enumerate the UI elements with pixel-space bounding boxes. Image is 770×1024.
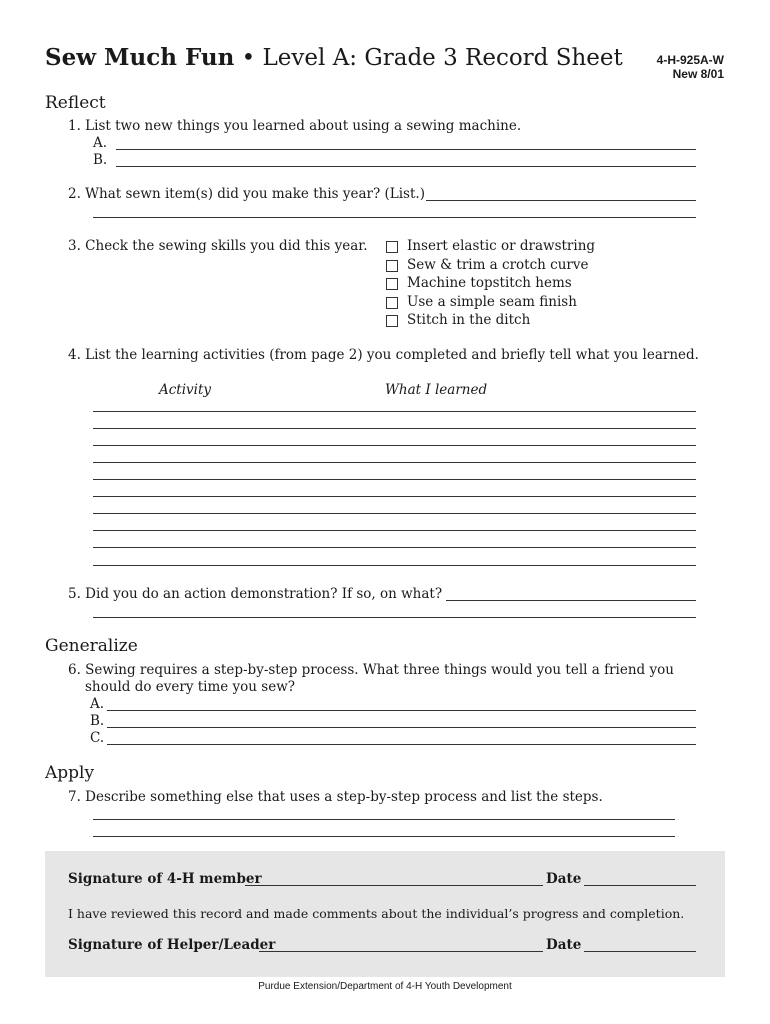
question-6-line-1: 6. Sewing requires a step-by-step process. What three things would you tell a friend you xyxy=(68,662,674,678)
leader-date-line[interactable] xyxy=(584,951,696,952)
skill-label-1: Insert elastic or drawstring xyxy=(407,238,596,254)
q4-answer-line[interactable] xyxy=(93,547,696,548)
q4-answer-line[interactable] xyxy=(93,479,696,480)
form-code: 4-H-925A-W xyxy=(656,53,724,67)
q6-label-b: B. xyxy=(90,713,105,729)
form-code-block xyxy=(657,53,724,81)
column-what-learned: What I learned xyxy=(385,382,488,398)
q2-answer-line-1[interactable] xyxy=(426,200,696,201)
section-reflect: Reflect xyxy=(45,93,106,113)
question-5: 5. Did you do an action demonstration? If so, on what? xyxy=(68,586,443,602)
q4-answer-line[interactable] xyxy=(93,565,696,566)
q6-answer-a-line[interactable] xyxy=(107,710,696,711)
q4-answer-line[interactable] xyxy=(93,496,696,497)
skill-label-5: Stitch in the ditch xyxy=(407,312,531,328)
form-date: New 8/01 xyxy=(672,67,724,81)
q1-answer-b-line[interactable] xyxy=(116,166,696,167)
question-3: 3. Check the sewing skills you did this year. xyxy=(68,238,368,254)
skill-checkbox-3[interactable] xyxy=(386,278,398,290)
member-signature-line[interactable] xyxy=(245,885,543,886)
section-generalize: Generalize xyxy=(45,636,138,656)
skill-checkbox-5[interactable] xyxy=(386,315,398,327)
title-rest: • Level A: Grade 3 Record Sheet xyxy=(234,45,623,71)
skill-label-2: Sew & trim a crotch curve xyxy=(407,257,589,273)
q1-label-a: A. xyxy=(93,135,108,151)
q5-answer-line-2[interactable] xyxy=(93,617,696,618)
q7-answer-line-2[interactable] xyxy=(93,836,675,837)
question-4: 4. List the learning activities (from page 2) you completed and briefly tell what you learned. xyxy=(68,347,699,363)
skill-label-4: Use a simple seam finish xyxy=(407,294,577,310)
q6-label-a: A. xyxy=(90,696,105,712)
question-2: 2. What sewn item(s) did you make this year? (List.) xyxy=(68,186,425,202)
q6-label-c: C. xyxy=(90,730,105,746)
section-apply: Apply xyxy=(45,763,95,783)
q7-answer-line-1[interactable] xyxy=(93,819,675,820)
title-bold: Sew Much Fun xyxy=(45,44,235,71)
q2-answer-line-2[interactable] xyxy=(93,217,696,218)
member-date-line[interactable] xyxy=(584,885,696,886)
q6-answer-c-line[interactable] xyxy=(107,744,696,745)
q4-answer-line[interactable] xyxy=(93,513,696,514)
skill-checkbox-4[interactable] xyxy=(386,297,398,309)
skill-label-3: Machine topstitch hems xyxy=(407,275,572,291)
q1-answer-a-line[interactable] xyxy=(116,149,696,150)
q6-answer-b-line[interactable] xyxy=(107,727,696,728)
skill-checkbox-2[interactable] xyxy=(386,260,398,272)
member-signature-label: Signature of 4-H member xyxy=(68,871,262,887)
q4-answer-line[interactable] xyxy=(93,411,696,412)
leader-signature-line[interactable] xyxy=(259,951,543,952)
page-title xyxy=(45,44,623,71)
q4-answer-line[interactable] xyxy=(93,428,696,429)
q1-label-b: B. xyxy=(93,152,108,168)
skill-checkbox-1[interactable] xyxy=(386,241,398,253)
question-6-line-2: should do every time you sew? xyxy=(85,679,296,695)
q4-answer-line[interactable] xyxy=(93,530,696,531)
question-1: 1. List two new things you learned about using a sewing machine. xyxy=(68,118,522,134)
review-note: I have reviewed this record and made comments about the individual’s progress and completion. xyxy=(68,906,685,921)
column-activity: Activity xyxy=(159,382,212,398)
member-date-label: Date xyxy=(546,871,582,887)
page-footer: Purdue Extension/Department of 4-H Youth Development xyxy=(258,981,512,992)
q5-answer-line-1[interactable] xyxy=(446,600,696,601)
q4-answer-line[interactable] xyxy=(93,445,696,446)
leader-signature-label: Signature of Helper/Leader xyxy=(68,937,276,953)
q4-answer-line[interactable] xyxy=(93,462,696,463)
leader-date-label: Date xyxy=(546,937,582,953)
question-7: 7. Describe something else that uses a step-by-step process and list the steps. xyxy=(68,789,603,805)
